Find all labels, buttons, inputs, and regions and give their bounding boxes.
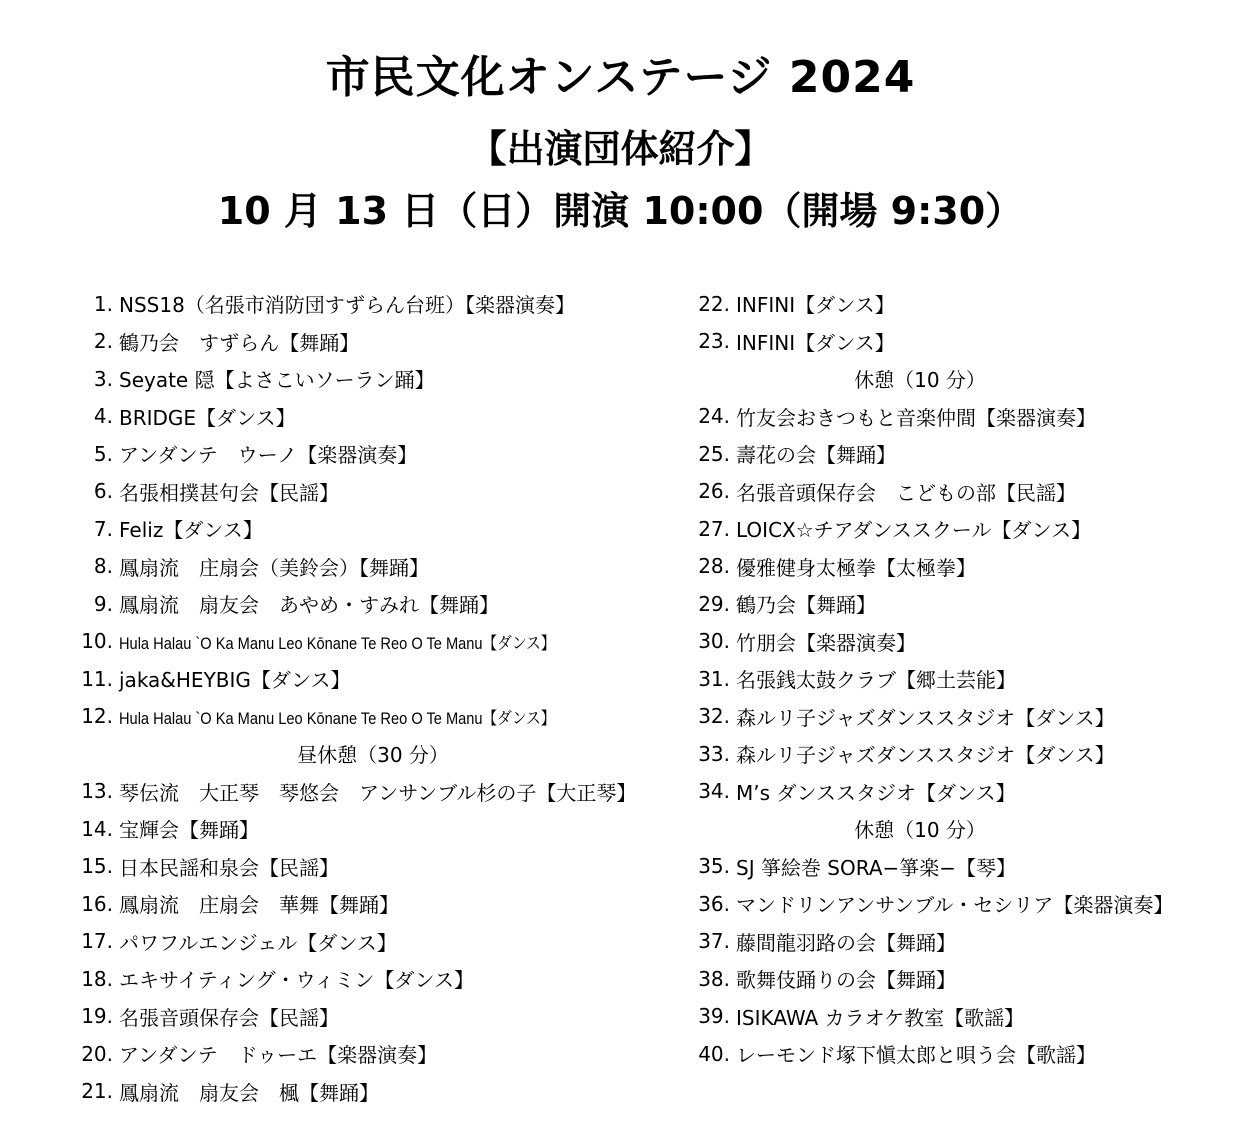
program-item (73, 810, 673, 848)
program-item (690, 510, 1235, 548)
program-item-number: 38. (698, 966, 730, 991)
program-item (73, 623, 673, 661)
program-item-number: 31. (698, 666, 730, 691)
program-item-number: 4. (93, 404, 113, 429)
program-item (690, 548, 1235, 586)
program-item-number: 18. (81, 966, 113, 991)
program-item (690, 735, 1235, 773)
program-item (73, 848, 673, 886)
program-item (690, 1035, 1235, 1073)
program-item-number: 32. (698, 704, 730, 729)
program-item (690, 285, 1235, 323)
program-item (690, 848, 1235, 886)
intermission-row (73, 735, 673, 773)
program-item-number: 29. (698, 591, 730, 616)
program-item-number: 24. (698, 404, 730, 429)
program-item-name: 藤間龍羽路の会【舞踊】 (736, 930, 956, 955)
program-item-name: 宝輝会【舞踊】 (119, 818, 259, 843)
program-item-name: Hula Halau `O Ka Manu Leo Kōnane Te Reo O Te Manu【ダンス】 (119, 633, 556, 653)
program-item-name: 森ルリ子ジャズダンススタジオ【ダンス】 (736, 743, 1115, 768)
event-date-line: 10 月 13 日（日）開演 10:00（開場 9:30） (217, 189, 1024, 233)
program-item-number: 23. (698, 329, 730, 354)
intermission-label: 休憩（10 分） (854, 368, 986, 393)
program-item-number: 28. (698, 554, 730, 579)
program-item (73, 548, 673, 586)
program-item-number: 21. (81, 1079, 113, 1104)
program-item-number: 35. (698, 854, 730, 879)
intermission-label: 休憩（10 分） (854, 818, 986, 843)
program-item-number: 25. (698, 441, 730, 466)
program-item (690, 623, 1235, 661)
program-item-name: マンドリンアンサンブル・セシリア【楽器演奏】 (736, 893, 1174, 918)
program-item (690, 585, 1235, 623)
program-item-name: 名張銭太鼓クラブ【郷土芸能】 (736, 668, 1016, 693)
program-item-number: 9. (93, 591, 113, 616)
program-item (690, 923, 1235, 961)
program-item (73, 510, 673, 548)
program-item-number: 5. (93, 441, 113, 466)
page-subtitle: 【出演団体紹介】 (468, 127, 773, 171)
program-item (73, 660, 673, 698)
program-item-number: 13. (81, 779, 113, 804)
program-item (73, 1035, 673, 1073)
program-item (690, 398, 1235, 436)
program-item-number: 11. (81, 666, 113, 691)
program-item-number: 17. (81, 929, 113, 954)
program-item-name: アンダンテ ドゥーエ【楽器演奏】 (119, 1043, 438, 1068)
program-item-number: 15. (81, 854, 113, 879)
program-item-number: 40. (698, 1041, 730, 1066)
program-item-number: 30. (698, 629, 730, 654)
program-item-name: 鳳扇流 扇友会 楓【舞踊】 (119, 1080, 379, 1105)
program-item-number: 36. (698, 891, 730, 916)
program-item-name: 森ルリ子ジャズダンススタジオ【ダンス】 (736, 705, 1115, 730)
program-item (690, 660, 1235, 698)
program-item-number: 22. (698, 291, 730, 316)
program-item (690, 773, 1235, 811)
program-item-number: 26. (698, 479, 730, 504)
program-item-number: 37. (698, 929, 730, 954)
program-item-name: INFINI【ダンス】 (736, 293, 895, 318)
program-item-number: 8. (93, 554, 113, 579)
program-item-name: 名張音頭保存会 こどもの部【民謡】 (736, 480, 1076, 505)
program-item-number: 1. (93, 291, 113, 316)
program-item-name: M’s ダンススタジオ【ダンス】 (736, 780, 1016, 805)
program-item-name: jaka&HEYBIG【ダンス】 (119, 668, 351, 693)
program-item-name: エキサイティング・ウィミン【ダンス】 (119, 968, 474, 993)
program-item-name: 壽花の会【舞踊】 (736, 443, 896, 468)
program-item-number: 39. (698, 1004, 730, 1029)
program-item-name: Hula Halau `O Ka Manu Leo Kōnane Te Reo O Te Manu【ダンス】 (119, 708, 556, 728)
program-item (73, 360, 673, 398)
program-list-right (690, 285, 1235, 1073)
intermission-label: 昼休憩（30 分） (297, 743, 449, 768)
program-item-number: 6. (93, 479, 113, 504)
program-item-number: 20. (81, 1041, 113, 1066)
program-item (690, 998, 1235, 1036)
program-item (690, 323, 1235, 361)
program-item (73, 960, 673, 998)
program-item-name: 鳳扇流 庄扇会（美鈴会）【舞踊】 (119, 555, 429, 580)
program-item-name: 名張相撲甚句会【民謡】 (119, 480, 339, 505)
program-item-number: 33. (698, 741, 730, 766)
program-item-name: パワフルエンジェル【ダンス】 (119, 930, 397, 955)
program-item-name: 鳳扇流 庄扇会 華舞【舞踊】 (119, 893, 399, 918)
program-list-left (73, 285, 673, 1110)
program-item (73, 473, 673, 511)
program-item-name: 鶴乃会 すずらん【舞踊】 (119, 330, 360, 355)
program-item-number: 19. (81, 1004, 113, 1029)
program-item-number: 2. (93, 329, 113, 354)
intermission-row (690, 810, 1150, 848)
program-item-name: レーモンド塚下愼太郎と唄う会【歌謡】 (736, 1043, 1096, 1068)
program-item-number: 12. (81, 704, 113, 729)
program-item-name: Seyate 隠【よさこいソーラン踊】 (119, 368, 435, 393)
program-item-name: 鶴乃会【舞踊】 (736, 593, 876, 618)
program-item (690, 960, 1235, 998)
program-item (73, 323, 673, 361)
program-item-name: BRIDGE【ダンス】 (119, 405, 296, 430)
intermission-row (690, 360, 1150, 398)
program-item-name: アンダンテ ウーノ【楽器演奏】 (119, 443, 418, 468)
program-item-name: 日本民謡和泉会【民謡】 (119, 855, 339, 880)
program-item (73, 923, 673, 961)
program-item (73, 998, 673, 1036)
program-item-name: SJ 箏絵巻 SORA−箏楽−【琴】 (736, 855, 1017, 880)
program-item-number: 34. (698, 779, 730, 804)
program-item (690, 435, 1235, 473)
program-item (690, 473, 1235, 511)
program-item (73, 585, 673, 623)
page-title: 市民文化オンステージ 2024 (325, 52, 916, 103)
program-item-name: Feliz【ダンス】 (119, 518, 263, 543)
program-item-name: ISIKAWA カラオケ教室【歌謡】 (736, 1005, 1025, 1030)
program-item-number: 27. (698, 516, 730, 541)
program-item-name: 竹友会おきつもと音楽仲間【楽器演奏】 (736, 405, 1096, 430)
program-item-name: NSS18（名張市消防団すずらん台班）【楽器演奏】 (119, 293, 576, 318)
program-item-name: 名張音頭保存会【民謡】 (119, 1005, 339, 1030)
program-item (690, 885, 1235, 923)
program-item (73, 398, 673, 436)
program-item (73, 1073, 673, 1111)
program-item-number: 14. (81, 816, 113, 841)
program-item-name: 竹朋会【楽器演奏】 (736, 630, 916, 655)
program-item (73, 285, 673, 323)
program-item-name: LOICX☆チアダンススクール【ダンス】 (736, 518, 1092, 543)
program-item-name: 歌舞伎踊りの会【舞踊】 (736, 968, 956, 993)
program-item (73, 773, 673, 811)
program-item-number: 16. (81, 891, 113, 916)
program-item-name: 優雅健身太極拳【太極拳】 (736, 555, 976, 580)
program-item-name: 鳳扇流 扇友会 あやめ・すみれ【舞踊】 (119, 593, 499, 618)
program-item (73, 885, 673, 923)
program-item-number: 7. (93, 516, 113, 541)
program-item (73, 435, 673, 473)
program-item (73, 698, 673, 736)
program-item (690, 698, 1235, 736)
program-item-number: 10. (81, 629, 113, 654)
program-item-name: INFINI【ダンス】 (736, 330, 895, 355)
program-item-number: 3. (93, 366, 113, 391)
program-item-name: 琴伝流 大正琴 琴悠会 アンサンブル杉の子【大正琴】 (119, 780, 637, 805)
